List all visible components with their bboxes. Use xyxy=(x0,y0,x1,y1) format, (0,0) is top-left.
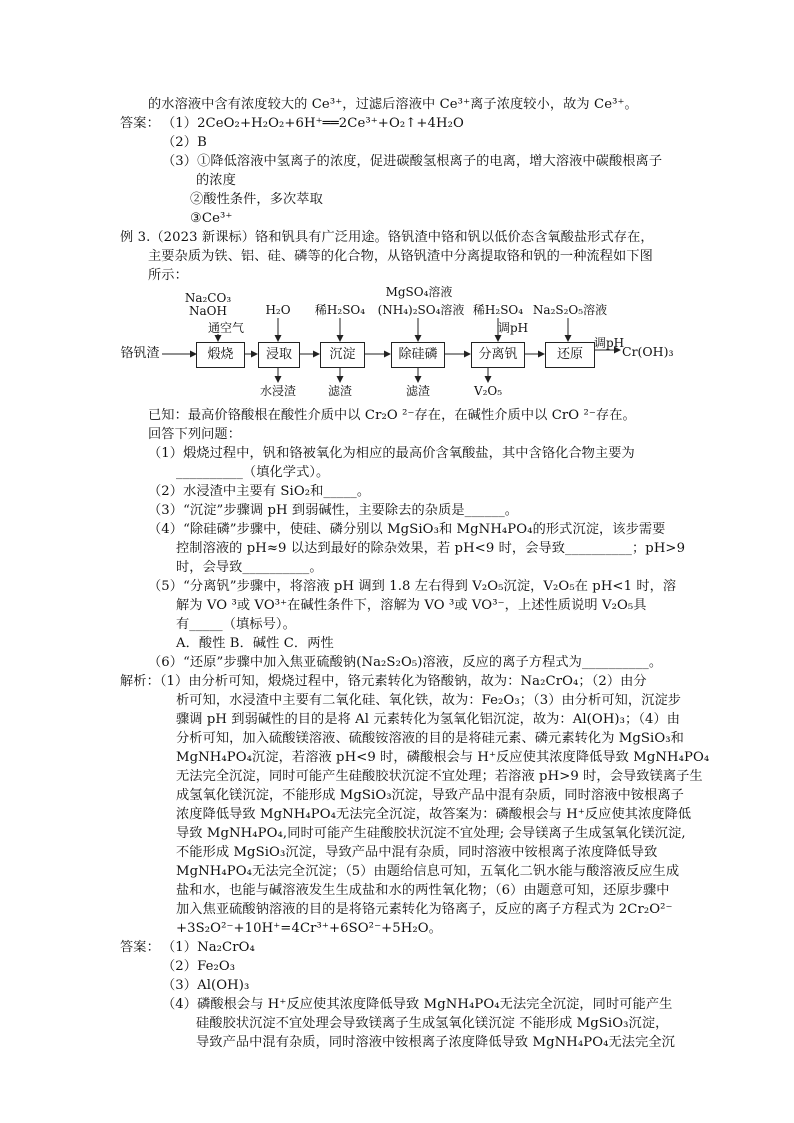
analysis-line: 无法完全沉淀，同时可能产生硅酸胶状沉淀不宜处理；若溶液 pH>9 时，会导致镁离子生 xyxy=(176,769,703,784)
answer-3b: 的浓度 xyxy=(196,173,236,188)
step-leach: 浸取 xyxy=(258,342,300,368)
example-3-line-1: 例 3.（2023 新课标）铬和钒具有广泛用途。铬钒渣中铬和钒以低价态含氧酸盐形式存在， xyxy=(120,230,654,245)
question-6: （6）“还原”步骤中加入焦亚硫酸钠(Na₂S₂O₅)溶液，反应的离子方程式为__________。 xyxy=(148,655,663,670)
reagent-dilute-h2so4-2: 稀H₂SO₄ xyxy=(472,303,524,317)
question-4a: （4）“除硅磷”步骤中，使硅、磷分别以 MgSiO₃和 MgNH₄PO₄的形式沉淀，该步需要 xyxy=(148,522,666,537)
adjust-ph-label: 调pH xyxy=(498,321,529,335)
answer-3d: ③Ce³⁺ xyxy=(190,211,233,226)
question-5a: （5）“分离钒”步骤中，将溶液 pH 调到 1.8 左右得到 V₂O₅沉淀，V₂O₅在 pH<1 时，溶 xyxy=(148,579,677,594)
reagent-water: H₂O xyxy=(265,303,291,317)
analysis-line: 解析：（1）由分析可知，煅烧过程中，铬元素转化为铬酸钠，故为：Na₂CrO₄；（2）由分 xyxy=(120,674,647,689)
answer-prompt: 回答下列问题： xyxy=(148,427,242,442)
step-precipitate: 沉淀 xyxy=(320,342,365,368)
answer-1: （1）2CeO₂+H₂O₂+6H⁺══2Ce³⁺+O₂↑+4H₂O xyxy=(162,116,464,131)
question-4b: 控制溶液的 pH≈9 以达到最好的除杂效果，若 pH<9 时，会导致__________；pH>9 xyxy=(176,541,686,556)
answer-2: （2）B xyxy=(162,135,207,150)
analysis-line: 骤调 pH 到弱碱性的目的是将 Al 元素转化为氢氧化铝沉淀，故为：Al(OH)₃；（4）由 xyxy=(176,712,681,727)
final-answer-4a: （4）磷酸根会与 H⁺反应使其浓度降低导致 MgNH₄PO₄无法完全沉淀，同时可能产生 xyxy=(162,997,673,1012)
residue-filter-1: 滤渣 xyxy=(327,384,352,398)
product-v2o5: V₂O₅ xyxy=(473,384,503,398)
question-3: （3）“沉淀”步骤调 pH 到弱碱性，主要除去的杂质是______。 xyxy=(148,503,519,518)
question-5c: 有_____（填标号）。 xyxy=(176,617,296,632)
known-info: 已知：最高价铬酸根在酸性介质中以 Cr₂O ²⁻存在，在碱性介质中以 CrO ²⁻存在。 xyxy=(148,408,636,423)
analysis-line: MgNH₄PO₄无法完全沉淀；（5）由题给信息可知，五氧化二钒水能与酸溶液反应生成 xyxy=(176,864,680,879)
step-calcine: 煅烧 xyxy=(196,342,245,368)
analysis-line: 导致 MgNH₄PO₄,同时可能产生硅酸胶状沉淀不宜处理; 会导镁离子生成氢氧化镁沉淀, xyxy=(176,826,686,841)
final-answer-4b: 硅酸胶状沉淀不宜处理会导致镁离子生成氢氧化镁沉淀 不能形成 MgSiO₃沉淀， xyxy=(196,1016,669,1031)
reagent-na2co3: Na₂CO₃ xyxy=(184,291,232,305)
analysis-line: 盐和水，也能与碱溶液发生生成盐和水的两性氧化物；（6）由题意可知，还原步骤中 xyxy=(176,883,670,898)
answer-3a: （3）①降低溶液中氢离子的浓度，促进碳酸氢根离子的电离，增大溶液中碳酸根离子 xyxy=(162,154,663,169)
reagent-mgso4: MgSO₄溶液 xyxy=(385,285,453,299)
question-5-options: A．酸性 B．碱性 C．两性 xyxy=(176,636,334,651)
final-answer-2: （2）Fe₂O₃ xyxy=(162,959,236,974)
analysis-line: 分析可知，加入硫酸镁溶液、硫酸铵溶液的目的是将硅元素、磷元素转化为 MgSiO₃和 xyxy=(176,731,684,746)
final-answer-4c: 导致产品中混有杂质，同时溶液中铵根离子浓度降低导致 MgNH₄PO₄无法完全沉 xyxy=(196,1035,675,1050)
analysis-line: 成氢氧化镁沉淀，不能形成 MgSiO₃沉淀，导致产品中混有杂质，同时溶液中铵根离子 xyxy=(176,788,684,803)
example-3-line-3: 所示： xyxy=(148,268,188,283)
question-4c: 时，会导致__________。 xyxy=(176,560,323,575)
end-product: Cr(OH)₃ xyxy=(622,344,674,359)
reagent-dilute-h2so4: 稀H₂SO₄ xyxy=(314,303,366,317)
analysis-line: 不能形成 MgSiO₃沉淀，导致产品中混有杂质，同时溶液中铵根离子浓度降低导致 xyxy=(176,845,658,860)
answer-label: 答案： xyxy=(120,116,160,131)
reagent-air: 通空气 xyxy=(207,321,244,335)
analysis-line: 浓度降低导致 MgNH₄PO₄无法完全沉淀，故答案为：磷酸根会与 H⁺反应使其浓度降低 xyxy=(176,807,692,822)
final-answer-1: （1）Na₂CrO₄ xyxy=(162,940,255,955)
reagent-nh4so4: (NH₄)₂SO₄溶液 xyxy=(377,303,465,317)
step-separate-v: 分离钒 xyxy=(471,342,525,368)
step-reduce: 还原 xyxy=(545,342,595,368)
analysis-line: 析可知，水浸渣中主要有二氧化硅、氧化铁，故为：Fe₂O₃；（3）由分析可知，沉淀步 xyxy=(176,693,682,708)
final-answer-label: 答案： xyxy=(120,940,160,955)
step-remove-si-p: 除硅磷 xyxy=(391,342,445,368)
start-material: 铬钒渣 xyxy=(120,346,160,361)
process-flow-diagram xyxy=(118,286,698,404)
analysis-line: +3S₂O²⁻+10H⁺=4Cr³⁺+6SO²⁻+5H₂O。 xyxy=(176,921,442,936)
adjust-ph-label-2: 调pH xyxy=(594,336,625,350)
analysis-line: MgNH₄PO₄沉淀，若溶液 pH<9 时，磷酸根会与 H⁺反应使其浓度降低导致 MgNH₄PO₄ xyxy=(176,750,710,765)
reagent-naoh: NaOH xyxy=(189,304,227,318)
example-3-line-2: 主要杂质为铁、铝、硅、磷等的化合物，从铬钒渣中分离提取铬和钒的一种流程如下图 xyxy=(148,249,653,264)
reagent-na2s2o5: Na₂S₂O₅溶液 xyxy=(532,303,608,317)
residue-filter-2: 滤渣 xyxy=(405,384,430,398)
analysis-line: 加入焦亚硫酸钠溶液的目的是将铬元素转化为铬离子，反应的离子方程式为 2Cr₂O²⁻ xyxy=(176,902,673,917)
question-2: （2）水浸渣中主要有 SiO₂和_____。 xyxy=(148,484,371,499)
final-answer-3: （3）Al(OH)₃ xyxy=(162,978,250,993)
question-5b: 解为 VO ³或 VO³⁺在碱性条件下，溶解为 VO ³或 VO³⁻，上述性质说明 V₂O₅具 xyxy=(176,598,647,613)
question-1b: __________（填化学式）。 xyxy=(176,465,330,480)
text-line: 的水溶液中含有浓度较大的 Ce³⁺，过滤后溶液中 Ce³⁺离子浓度较小，故为 Ce³⁺。 xyxy=(148,97,638,112)
question-1a: （1）煅烧过程中，钒和铬被氧化为相应的最高价含氧酸盐，其中含铬化合物主要为 xyxy=(148,446,635,461)
residue-water-leach: 水浸渣 xyxy=(259,384,296,398)
answer-3c: ②酸性条件，多次萃取 xyxy=(190,192,323,207)
